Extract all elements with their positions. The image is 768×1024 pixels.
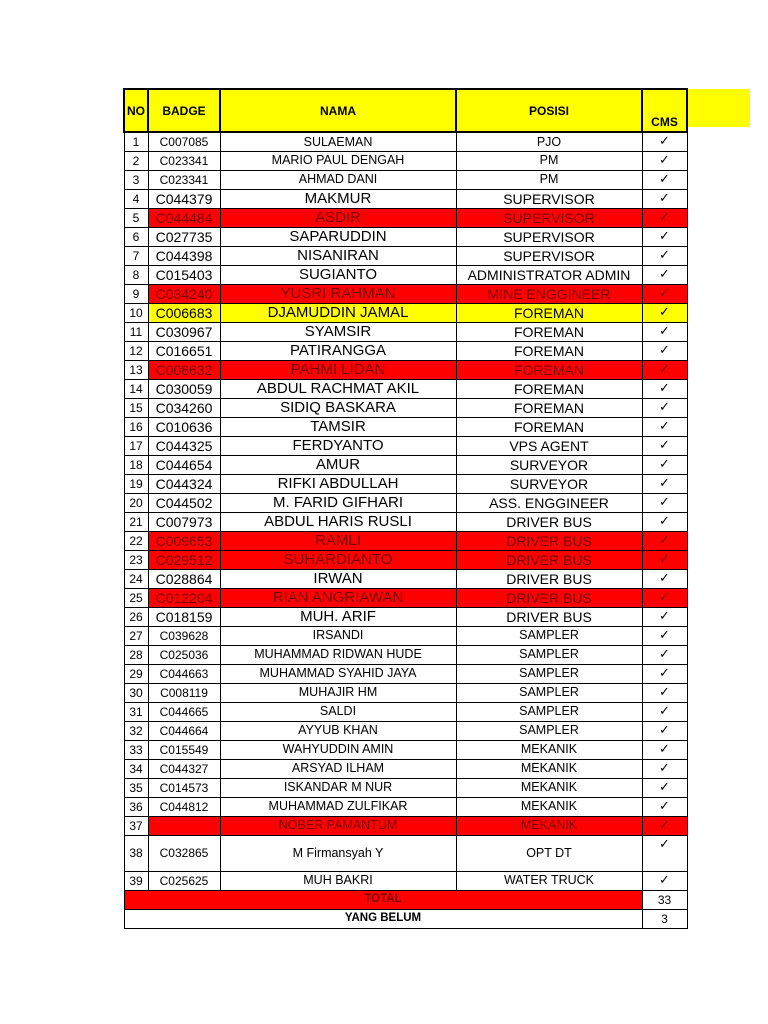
row-cms-check: ✓	[642, 417, 687, 436]
table-row	[124, 607, 687, 626]
header-badge: BADGE	[148, 89, 220, 132]
total-label: TOTAL	[124, 890, 642, 909]
row-no: 36	[124, 797, 148, 816]
header-cms: CMS	[642, 89, 687, 132]
row-cms-check: ✓	[642, 265, 687, 284]
row-nama: SYAMSIR	[220, 322, 456, 341]
row-badge: C007085	[148, 132, 220, 151]
row-cms-check: ✓	[642, 303, 687, 322]
row-no: 5	[124, 208, 148, 227]
row-nama: RIFKI ABDULLAH	[220, 474, 456, 493]
table-row	[124, 132, 687, 151]
row-posisi: SURVEYOR	[456, 455, 642, 474]
table-row	[124, 588, 687, 607]
table-row	[124, 740, 687, 759]
row-cms-check: ✓	[642, 569, 687, 588]
row-cms-check: ✓	[642, 816, 687, 835]
table-row	[124, 683, 687, 702]
row-nama: PATIRANGGA	[220, 341, 456, 360]
row-nama: AYYUB KHAN	[220, 721, 456, 740]
cms-header-overflow-band	[686, 89, 750, 127]
row-posisi: PM	[456, 170, 642, 189]
table-row	[124, 455, 687, 474]
row-posisi: SUPERVISOR	[456, 208, 642, 227]
row-nama: TAMSIR	[220, 417, 456, 436]
row-no: 28	[124, 645, 148, 664]
row-posisi: DRIVER BUS	[456, 531, 642, 550]
row-nama: FERDYANTO	[220, 436, 456, 455]
row-cms-check: ✓	[642, 246, 687, 265]
row-nama: SALDI	[220, 702, 456, 721]
row-badge: C044664	[148, 721, 220, 740]
header-row	[124, 89, 687, 132]
table-row	[124, 265, 687, 284]
row-cms-check: ✓	[642, 151, 687, 170]
row-nama: SULAEMAN	[220, 132, 456, 151]
row-badge: C010636	[148, 417, 220, 436]
row-badge: C016651	[148, 341, 220, 360]
row-no: 9	[124, 284, 148, 303]
row-badge: C044484	[148, 208, 220, 227]
row-badge: C018159	[148, 607, 220, 626]
row-posisi: ADMINISTRATOR ADMIN	[456, 265, 642, 284]
row-nama: RAMLI	[220, 531, 456, 550]
table-row	[124, 246, 687, 265]
table-body	[124, 132, 687, 890]
belum-value: 3	[642, 909, 687, 928]
row-no: 24	[124, 569, 148, 588]
row-cms-check: ✓	[642, 721, 687, 740]
row-posisi: MEKANIK	[456, 778, 642, 797]
row-badge: C044325	[148, 436, 220, 455]
row-badge: C025625	[148, 871, 220, 890]
row-badge: C044379	[148, 189, 220, 208]
row-nama: ABDUL RACHMAT AKIL	[220, 379, 456, 398]
row-badge: C032865	[148, 835, 220, 871]
row-no: 17	[124, 436, 148, 455]
table-row	[124, 645, 687, 664]
row-cms-check: ✓	[642, 683, 687, 702]
header-posisi: POSISI	[456, 89, 642, 132]
row-nama: IRSANDI	[220, 626, 456, 645]
row-no: 13	[124, 360, 148, 379]
row-nama: IRWAN	[220, 569, 456, 588]
row-no: 15	[124, 398, 148, 417]
row-badge: C044665	[148, 702, 220, 721]
table-row	[124, 379, 687, 398]
row-badge: C044398	[148, 246, 220, 265]
row-cms-check: ✓	[642, 626, 687, 645]
row-cms-check: ✓	[642, 871, 687, 890]
row-no: 1	[124, 132, 148, 151]
attendance-sheet	[123, 88, 688, 929]
table-row	[124, 398, 687, 417]
row-posisi: OPT DT	[456, 835, 642, 871]
row-badge	[148, 816, 220, 835]
row-posisi: FOREMAN	[456, 360, 642, 379]
table-row	[124, 208, 687, 227]
row-no: 33	[124, 740, 148, 759]
table-row	[124, 474, 687, 493]
row-no: 31	[124, 702, 148, 721]
row-badge: C039628	[148, 626, 220, 645]
table-row	[124, 341, 687, 360]
row-cms-check: ✓	[642, 170, 687, 189]
row-no: 29	[124, 664, 148, 683]
row-nama: MAKMUR	[220, 189, 456, 208]
row-cms-check: ✓	[642, 835, 687, 871]
table-row	[124, 550, 687, 569]
row-posisi: SAMPLER	[456, 721, 642, 740]
row-badge: C044812	[148, 797, 220, 816]
row-nama: ABDUL HARIS RUSLI	[220, 512, 456, 531]
row-cms-check: ✓	[642, 455, 687, 474]
row-no: 14	[124, 379, 148, 398]
row-posisi: SUPERVISOR	[456, 227, 642, 246]
row-cms-check: ✓	[642, 379, 687, 398]
row-no: 12	[124, 341, 148, 360]
row-badge: C044654	[148, 455, 220, 474]
table-row	[124, 816, 687, 835]
row-nama: ARSYAD ILHAM	[220, 759, 456, 778]
row-no: 8	[124, 265, 148, 284]
row-cms-check: ✓	[642, 360, 687, 379]
belum-row	[124, 909, 687, 928]
row-posisi: SAMPLER	[456, 645, 642, 664]
row-cms-check: ✓	[642, 341, 687, 360]
row-no: 2	[124, 151, 148, 170]
row-nama: SAPARUDDIN	[220, 227, 456, 246]
row-badge: C009653	[148, 531, 220, 550]
row-badge: C023341	[148, 151, 220, 170]
row-nama: AMUR	[220, 455, 456, 474]
table-row	[124, 569, 687, 588]
table-row	[124, 189, 687, 208]
row-cms-check: ✓	[642, 398, 687, 417]
row-nama: MARIO PAUL DENGAH	[220, 151, 456, 170]
row-badge: C008632	[148, 360, 220, 379]
row-posisi: SURVEYOR	[456, 474, 642, 493]
row-nama: MUH. ARIF	[220, 607, 456, 626]
row-posisi: WATER TRUCK	[456, 871, 642, 890]
row-badge: C006683	[148, 303, 220, 322]
table-row	[124, 797, 687, 816]
row-cms-check: ✓	[642, 664, 687, 683]
row-no: 23	[124, 550, 148, 569]
row-no: 32	[124, 721, 148, 740]
row-cms-check: ✓	[642, 702, 687, 721]
row-posisi: MEKANIK	[456, 816, 642, 835]
row-no: 16	[124, 417, 148, 436]
row-no: 25	[124, 588, 148, 607]
row-posisi: SUPERVISOR	[456, 246, 642, 265]
row-no: 34	[124, 759, 148, 778]
row-cms-check: ✓	[642, 132, 687, 151]
table-row	[124, 360, 687, 379]
row-no: 7	[124, 246, 148, 265]
row-no: 11	[124, 322, 148, 341]
table-row	[124, 759, 687, 778]
row-cms-check: ✓	[642, 607, 687, 626]
row-no: 39	[124, 871, 148, 890]
row-posisi: DRIVER BUS	[456, 512, 642, 531]
row-badge: C034240	[148, 284, 220, 303]
table-row	[124, 436, 687, 455]
row-cms-check: ✓	[642, 284, 687, 303]
row-no: 37	[124, 816, 148, 835]
header-no: NO	[124, 89, 148, 132]
row-posisi: DRIVER BUS	[456, 588, 642, 607]
row-nama: MUHAMMAD ZULFIKAR	[220, 797, 456, 816]
row-nama: SUGIANTO	[220, 265, 456, 284]
table-row	[124, 702, 687, 721]
table-row	[124, 417, 687, 436]
row-cms-check: ✓	[642, 512, 687, 531]
table-row	[124, 512, 687, 531]
row-posisi: SAMPLER	[456, 626, 642, 645]
row-cms-check: ✓	[642, 740, 687, 759]
row-nama: MUHAJIR HM	[220, 683, 456, 702]
row-badge: C007973	[148, 512, 220, 531]
row-badge: C012204	[148, 588, 220, 607]
row-posisi: FOREMAN	[456, 398, 642, 417]
row-cms-check: ✓	[642, 645, 687, 664]
header-nama: NAMA	[220, 89, 456, 132]
row-posisi: PJO	[456, 132, 642, 151]
table-row	[124, 778, 687, 797]
row-nama: MUH BAKRI	[220, 871, 456, 890]
row-cms-check: ✓	[642, 474, 687, 493]
row-badge: C027735	[148, 227, 220, 246]
row-no: 38	[124, 835, 148, 871]
row-posisi: SAMPLER	[456, 702, 642, 721]
row-no: 19	[124, 474, 148, 493]
row-nama: SUHARDIANTO	[220, 550, 456, 569]
row-no: 22	[124, 531, 148, 550]
row-nama: SIDIQ BASKARA	[220, 398, 456, 417]
row-nama: WAHYUDDIN AMIN	[220, 740, 456, 759]
row-badge: C014573	[148, 778, 220, 797]
table-row	[124, 322, 687, 341]
row-cms-check: ✓	[642, 588, 687, 607]
row-cms-check: ✓	[642, 436, 687, 455]
total-value: 33	[642, 890, 687, 909]
row-cms-check: ✓	[642, 189, 687, 208]
row-no: 30	[124, 683, 148, 702]
table-row	[124, 227, 687, 246]
row-badge: C034260	[148, 398, 220, 417]
row-posisi: FOREMAN	[456, 417, 642, 436]
row-cms-check: ✓	[642, 322, 687, 341]
row-posisi: PM	[456, 151, 642, 170]
row-badge: C023341	[148, 170, 220, 189]
row-badge: C044663	[148, 664, 220, 683]
table-row	[124, 170, 687, 189]
row-nama: M. FARID GIFHARI	[220, 493, 456, 512]
table-row	[124, 871, 687, 890]
row-cms-check: ✓	[642, 531, 687, 550]
table-row	[124, 493, 687, 512]
row-posisi: FOREMAN	[456, 341, 642, 360]
row-badge: C029512	[148, 550, 220, 569]
row-badge: C044327	[148, 759, 220, 778]
row-badge: C028864	[148, 569, 220, 588]
row-no: 20	[124, 493, 148, 512]
row-badge: C015403	[148, 265, 220, 284]
row-posisi: MEKANIK	[456, 759, 642, 778]
row-posisi: FOREMAN	[456, 379, 642, 398]
table-row	[124, 303, 687, 322]
row-nama: AHMAD DANI	[220, 170, 456, 189]
row-no: 21	[124, 512, 148, 531]
row-nama: PAHMI LIDAN	[220, 360, 456, 379]
row-badge: C044324	[148, 474, 220, 493]
row-posisi: SAMPLER	[456, 664, 642, 683]
row-nama: DJAMUDDIN JAMAL	[220, 303, 456, 322]
row-nama: YUSRI RAHMAN	[220, 284, 456, 303]
row-cms-check: ✓	[642, 208, 687, 227]
row-badge: C008119	[148, 683, 220, 702]
row-posisi: DRIVER BUS	[456, 569, 642, 588]
belum-label: YANG BELUM	[124, 909, 642, 928]
row-no: 26	[124, 607, 148, 626]
row-cms-check: ✓	[642, 227, 687, 246]
table-row	[124, 284, 687, 303]
employee-table	[123, 88, 688, 929]
total-row	[124, 890, 687, 909]
row-posisi: MEKANIK	[456, 740, 642, 759]
row-badge: C015549	[148, 740, 220, 759]
row-nama: MUHAMMAD SYAHID JAYA	[220, 664, 456, 683]
row-nama: NISANIRAN	[220, 246, 456, 265]
row-badge: C044502	[148, 493, 220, 512]
row-posisi: MEKANIK	[456, 797, 642, 816]
row-cms-check: ✓	[642, 797, 687, 816]
row-badge: C030059	[148, 379, 220, 398]
row-nama: ISKANDAR M NUR	[220, 778, 456, 797]
row-no: 35	[124, 778, 148, 797]
row-no: 3	[124, 170, 148, 189]
row-cms-check: ✓	[642, 778, 687, 797]
row-nama: RIAN ANGRIAWAN	[220, 588, 456, 607]
row-posisi: FOREMAN	[456, 322, 642, 341]
row-nama: NOBER PAMANTUM	[220, 816, 456, 835]
row-posisi: ASS. ENGGINEER	[456, 493, 642, 512]
row-nama: M Firmansyah Y	[220, 835, 456, 871]
row-posisi: MINE ENGGINEER	[456, 284, 642, 303]
table-row	[124, 626, 687, 645]
row-no: 4	[124, 189, 148, 208]
table-row	[124, 835, 687, 871]
row-nama: ASDIR	[220, 208, 456, 227]
row-posisi: DRIVER BUS	[456, 607, 642, 626]
row-nama: MUHAMMAD RIDWAN HUDE	[220, 645, 456, 664]
row-no: 6	[124, 227, 148, 246]
row-badge: C030967	[148, 322, 220, 341]
row-posisi: FOREMAN	[456, 303, 642, 322]
row-posisi: VPS AGENT	[456, 436, 642, 455]
row-no: 10	[124, 303, 148, 322]
row-posisi: SUPERVISOR	[456, 189, 642, 208]
row-cms-check: ✓	[642, 550, 687, 569]
table-row	[124, 151, 687, 170]
row-cms-check: ✓	[642, 493, 687, 512]
row-posisi: SAMPLER	[456, 683, 642, 702]
row-posisi: DRIVER BUS	[456, 550, 642, 569]
row-no: 27	[124, 626, 148, 645]
table-row	[124, 721, 687, 740]
row-no: 18	[124, 455, 148, 474]
row-cms-check: ✓	[642, 759, 687, 778]
row-badge: C025036	[148, 645, 220, 664]
table-row	[124, 664, 687, 683]
table-row	[124, 531, 687, 550]
